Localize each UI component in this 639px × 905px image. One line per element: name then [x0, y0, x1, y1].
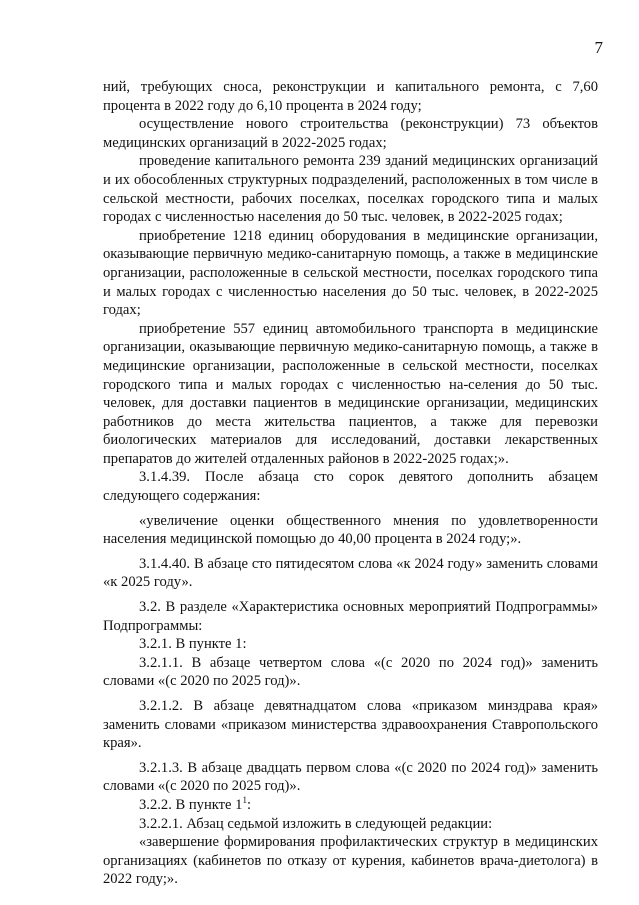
paragraph: приобретение 557 единиц автомобильного транспорта в медицинские организации, оказывающие первичную медико-санитарную помощь, а также в медицинские организации, расположенные в сельской местности, поселках городского типа и малых городах с численностью на-селения до 50 тыс. человек, для доставки пациентов в медицинские организации, медицинских работников до места жительства пациентов, а также для перевозки биологических материалов для исследований, доставки лекарственных препаратов до жителей отдаленных районов в 2022-2025 годах;». — [103, 320, 598, 467]
paragraph: ний, требующих сноса, реконструкции и капитального ремонта, с 7,60 процента в 2022 году до 6,10 процента в 2024 году; — [103, 79, 598, 114]
paragraph: 3.2.1. В пункте 1: — [139, 636, 247, 653]
paragraph: 3.1.4.40. В абзаце сто пятидесятом слова «к 2024 году» заменить словами «к 2025 году». — [103, 555, 598, 591]
paragraph-item-322 — [103, 796, 598, 815]
page-number: 7 — [594, 38, 603, 57]
paragraph: проведение капитального ремонта 239 зданий медицинских организаций и их обособленных структурных подразделений, расположенных в том числе в сельской местности, рабочих поселках, поселках городского типа и малых городах с численностью населения до 50 тыс. человек, в 2022-2025 годах; — [103, 153, 598, 226]
paragraph: 3.2.1.3. В абзаце двадцать первом слова «(с 2020 по 2024 год)» заменить словами «(с 2020 по 2025 год)». — [103, 759, 598, 795]
paragraph: 3.2.1.2. В абзаце девятнадцатом слова «приказом минздрава края» заменить словами «приказом министерства здравоохранения Ставропольского края». — [103, 698, 598, 752]
paragraph: осуществление нового строительства (реконструкции) 73 объектов медицинских организаций в 2022-2025 годах; — [103, 116, 598, 151]
paragraph: «увеличение оценки общественного мнения по удовлетворенности населения медицинской помощью до 40,00 процента в 2024 году;». — [103, 512, 598, 548]
paragraph: 3.1.4.39. После абзаца сто сорок девятого дополнить абзацем следующего содержания: — [103, 469, 598, 505]
item-322-text: 3.2.2. В пункте 1 — [139, 796, 243, 813]
document-body — [103, 78, 598, 889]
paragraph: 3.2.1.1. В абзаце четвертом слова «(с 2020 по 2024 год)» заменить словами «(с 2020 по 2025 год)». — [103, 654, 598, 690]
item-322-colon: : — [246, 796, 252, 813]
paragraph: 3.2. В разделе «Характеристика основных мероприятий Подпрограммы» Подпрограммы: — [103, 599, 598, 634]
paragraph: приобретение 1218 единиц оборудования в медицинские организации, оказывающие первичную медико-санитарную помощь, а также в медицинские организации, расположенные в сельской местности, поселках городского типа и малых городах с численностью населения до 50 тыс. человек, в 2022-2025 годах; — [103, 227, 598, 319]
paragraph: «завершение формирования профилактических структур в медицинских организациях (кабинетов по отказу от курения, кабинетов врача-диетолога) в 2022 году;». — [103, 834, 598, 888]
paragraph: 3.2.2.1. Абзац седьмой изложить в следующей редакции: — [139, 815, 493, 832]
item-322-superscript: 1 — [242, 794, 247, 805]
